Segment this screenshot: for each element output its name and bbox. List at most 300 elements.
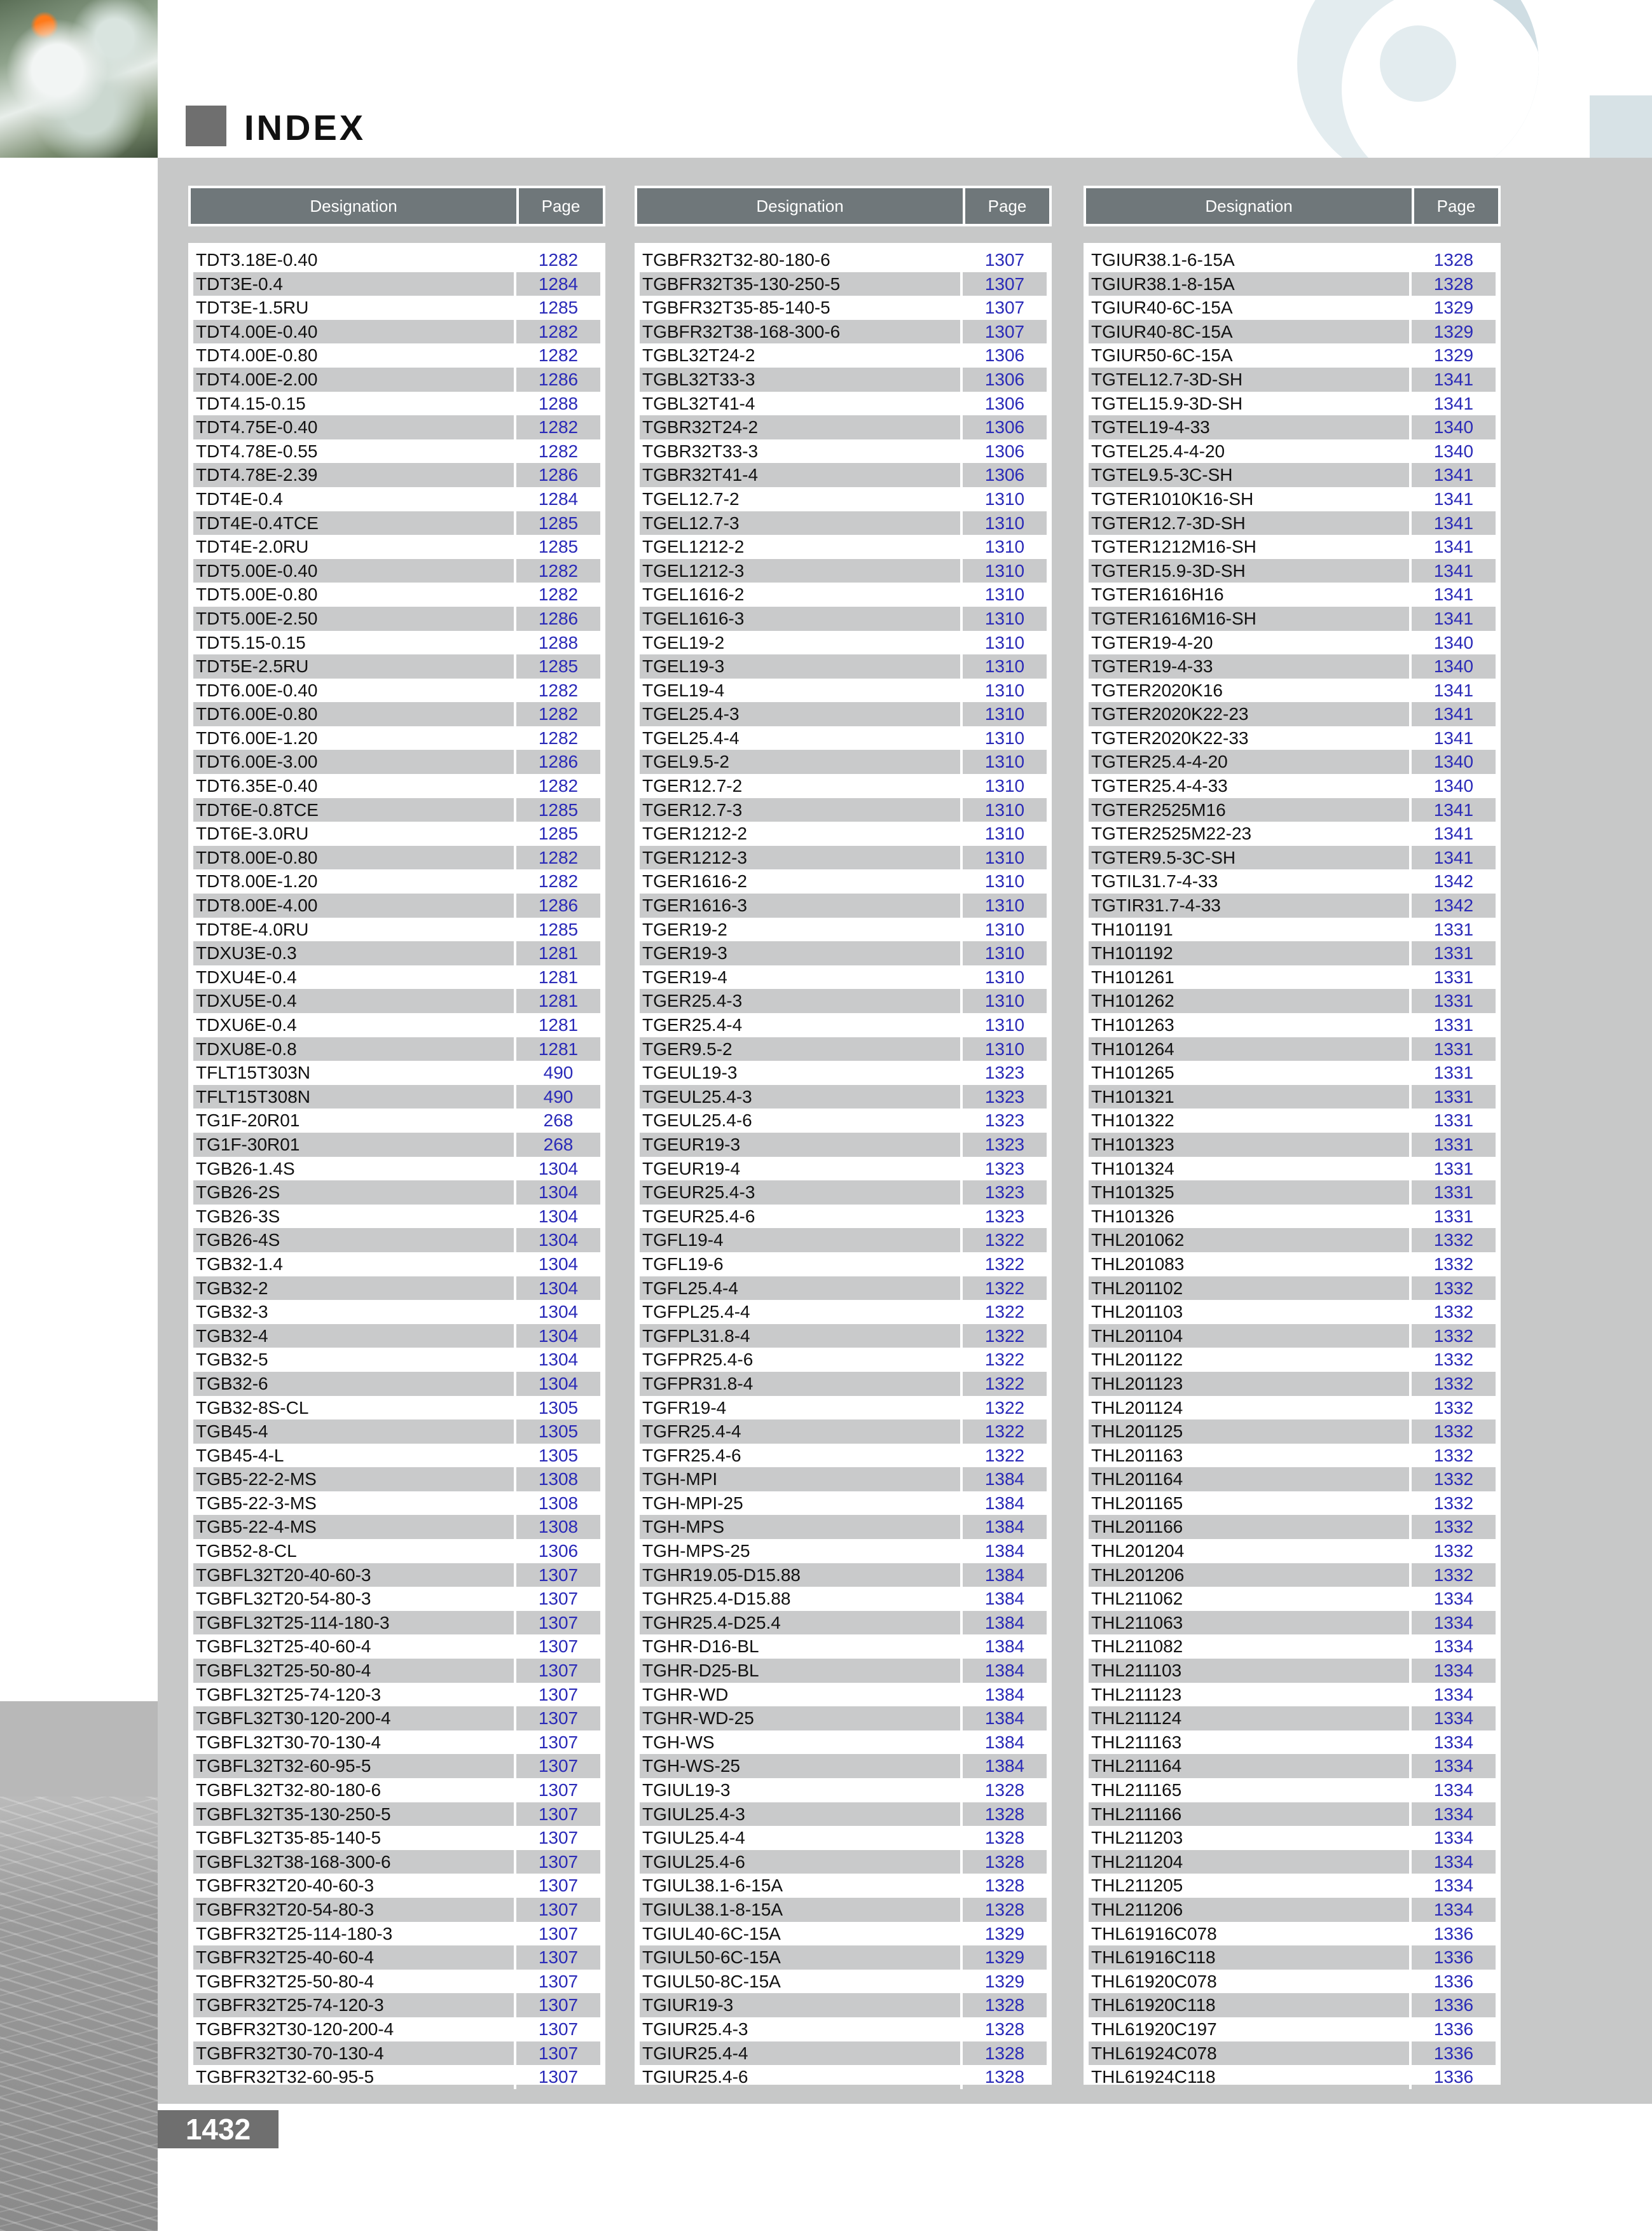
page-link[interactable]: 1282 (514, 439, 600, 464)
page-link[interactable]: 1331 (1409, 1037, 1496, 1061)
page-link[interactable]: 1288 (514, 392, 600, 416)
page-link[interactable]: 1336 (1409, 2065, 1496, 2089)
page-link[interactable]: 1331 (1409, 1085, 1496, 1109)
page-link[interactable]: 1334 (1409, 1874, 1496, 1898)
page-link[interactable]: 1341 (1409, 535, 1496, 559)
page-link[interactable]: 1307 (514, 1778, 600, 1802)
index-row (640, 1826, 1047, 1850)
page-link[interactable]: 1323 (960, 1085, 1047, 1109)
page-link[interactable]: 1340 (1409, 439, 1496, 464)
page-link[interactable]: 1341 (1409, 583, 1496, 607)
page-link[interactable]: 1384 (960, 1467, 1047, 1491)
page-link[interactable]: 1332 (1409, 1300, 1496, 1324)
page-link[interactable]: 1323 (960, 1133, 1047, 1157)
page-link[interactable]: 1322 (960, 1252, 1047, 1276)
index-row (640, 1348, 1047, 1372)
index-row (1089, 1683, 1496, 1707)
page-link[interactable]: 1285 (514, 918, 600, 942)
designation-cell: TGBFR32T25-40-60-4 (193, 1945, 514, 1970)
page-link[interactable]: 1307 (514, 1754, 600, 1778)
page-link[interactable]: 1322 (960, 1276, 1047, 1301)
page-link[interactable]: 1286 (514, 368, 600, 392)
page-link[interactable]: 1306 (514, 1539, 600, 1563)
page-link[interactable]: 1332 (1409, 1419, 1496, 1444)
page-link[interactable]: 1334 (1409, 1659, 1496, 1683)
page-link[interactable]: 1307 (514, 1850, 600, 1874)
page-link[interactable]: 1304 (514, 1276, 600, 1301)
page-link[interactable]: 1323 (960, 1205, 1047, 1229)
page-link[interactable]: 1282 (514, 343, 600, 368)
page-link[interactable]: 1288 (514, 631, 600, 655)
page-link[interactable]: 1310 (960, 989, 1047, 1013)
page-link[interactable]: 1341 (1409, 702, 1496, 726)
page-link[interactable]: 1285 (514, 822, 600, 846)
page-link[interactable]: 1334 (1409, 1850, 1496, 1874)
page-link[interactable]: 1332 (1409, 1252, 1496, 1276)
page-link[interactable]: 1334 (1409, 1730, 1496, 1755)
designation-cell: THL201062 (1089, 1228, 1409, 1252)
designation-cell: THL61916C078 (1091, 1923, 1217, 1944)
page-link[interactable]: 1286 (514, 463, 600, 487)
page-link[interactable]: 1304 (514, 1300, 600, 1324)
page-link[interactable]: 1304 (514, 1228, 600, 1252)
page-link[interactable]: 1328 (960, 1898, 1047, 1922)
page-link[interactable]: 1322 (960, 1348, 1047, 1372)
page-link[interactable]: 1328 (960, 1802, 1047, 1827)
page-link[interactable]: 1282 (514, 248, 600, 272)
page-link[interactable]: 1307 (514, 1945, 600, 1970)
page-link[interactable]: 1282 (514, 583, 600, 607)
page-link[interactable]: 1331 (1409, 941, 1496, 965)
page-link[interactable]: 1384 (960, 1491, 1047, 1516)
page-link[interactable]: 1341 (1409, 726, 1496, 750)
page-link[interactable]: 1332 (1409, 1396, 1496, 1420)
index-row (193, 320, 600, 344)
index-row (193, 1683, 600, 1707)
page-link[interactable]: 1307 (514, 1993, 600, 2017)
index-row (1089, 487, 1496, 511)
page-link[interactable]: 1310 (960, 487, 1047, 511)
page-link[interactable]: 1329 (960, 1970, 1047, 1994)
index-row (640, 1850, 1047, 1874)
designation-cell: THL201163 (1091, 1445, 1183, 1465)
page-link[interactable]: 1331 (1409, 1133, 1496, 1157)
designation-cell: TGIUL50-6C-15A (640, 1945, 960, 1970)
index-row (640, 846, 1047, 870)
page-link[interactable]: 1285 (514, 535, 600, 559)
page-link[interactable]: 1384 (960, 1515, 1047, 1539)
page-link[interactable]: 1322 (960, 1444, 1047, 1468)
page-link[interactable]: 1342 (1409, 869, 1496, 894)
page-link[interactable]: 1328 (960, 1778, 1047, 1802)
page-link[interactable]: 1310 (960, 1013, 1047, 1037)
page-link[interactable]: 1331 (1409, 1109, 1496, 1133)
page-link[interactable]: 1384 (960, 1634, 1047, 1659)
page-link[interactable]: 1384 (960, 1754, 1047, 1778)
page-link[interactable]: 1332 (1409, 1539, 1496, 1563)
page-link[interactable]: 1284 (514, 272, 600, 296)
index-row (640, 1515, 1047, 1539)
page-link[interactable]: 1307 (514, 2065, 600, 2089)
page-link[interactable]: 1340 (1409, 631, 1496, 655)
index-row (193, 750, 600, 774)
page-link[interactable]: 1323 (960, 1157, 1047, 1181)
page-link[interactable]: 1322 (960, 1324, 1047, 1348)
page-link[interactable]: 1282 (514, 559, 600, 583)
page-link[interactable]: 1331 (1409, 1157, 1496, 1181)
page-link[interactable]: 1307 (514, 1730, 600, 1755)
page-link[interactable]: 1285 (514, 654, 600, 679)
page-link[interactable]: 1341 (1409, 511, 1496, 535)
page-link[interactable]: 1328 (960, 2065, 1047, 2089)
page-link[interactable]: 1304 (514, 1372, 600, 1396)
page-link[interactable]: 1328 (1409, 248, 1496, 272)
page-link[interactable]: 1336 (1409, 1993, 1496, 2017)
page-link[interactable]: 1332 (1409, 1348, 1496, 1372)
page-link[interactable]: 1329 (960, 1922, 1047, 1946)
designation-cell: TGB32-5 (196, 1350, 268, 1370)
designation-cell: TGFL19-4 (640, 1228, 960, 1252)
page-link[interactable]: 1307 (514, 1802, 600, 1827)
page-link[interactable]: 1304 (514, 1324, 600, 1348)
page-link[interactable]: 1329 (1409, 343, 1496, 368)
page-link[interactable]: 1331 (1409, 918, 1496, 942)
page-link[interactable]: 1322 (960, 1396, 1047, 1420)
page-link[interactable]: 1341 (1409, 798, 1496, 822)
designation-cell: TDT6E-3.0RU (196, 824, 309, 844)
designation-cell: TDT5.15-0.15 (196, 632, 306, 653)
page-link[interactable]: 1384 (960, 1539, 1047, 1563)
page-link[interactable]: 1332 (1409, 1515, 1496, 1539)
page-link[interactable]: 1341 (1409, 822, 1496, 846)
page-link[interactable]: 1334 (1409, 1611, 1496, 1635)
page-link[interactable]: 1328 (960, 2041, 1047, 2066)
designation-cell: TH101325 (1089, 1180, 1409, 1205)
page-link[interactable]: 1336 (1409, 1970, 1496, 1994)
page-link[interactable]: 1341 (1409, 607, 1496, 631)
page-link[interactable]: 1310 (960, 798, 1047, 822)
page-link[interactable]: 1307 (960, 296, 1047, 320)
page-link[interactable]: 1336 (1409, 1945, 1496, 1970)
page-link[interactable]: 1310 (960, 511, 1047, 535)
page-link[interactable]: 1307 (514, 1587, 600, 1611)
designation-cell: THL201124 (1091, 1397, 1183, 1418)
designation-cell: TGEL19-3 (640, 654, 960, 679)
page-link[interactable]: 1329 (1409, 320, 1496, 344)
designation-cell: TDT4.00E-0.40 (193, 320, 514, 344)
page-link[interactable]: 1308 (514, 1491, 600, 1516)
page-link[interactable]: 1334 (1409, 1754, 1496, 1778)
designation-cell: TH101192 (1089, 941, 1409, 965)
page-link[interactable]: 1323 (960, 1061, 1047, 1085)
page-link[interactable]: 1341 (1409, 392, 1496, 416)
page-link[interactable]: 1307 (514, 1659, 600, 1683)
page-link[interactable]: 1384 (960, 1611, 1047, 1635)
page-link[interactable]: 1284 (514, 487, 600, 511)
page-link[interactable]: 1323 (960, 1109, 1047, 1133)
designation-cell: TGBFL32T25-50-80-4 (193, 1659, 514, 1683)
designation-cell: TGEL1212-3 (640, 559, 960, 583)
page-link[interactable]: 1334 (1409, 1802, 1496, 1827)
designation-cell: TH101191 (1091, 919, 1173, 939)
page-link[interactable]: 1307 (514, 1634, 600, 1659)
page-link[interactable]: 1334 (1409, 1898, 1496, 1922)
page-link[interactable]: 1328 (960, 1874, 1047, 1898)
page-link[interactable]: 1304 (514, 1205, 600, 1229)
index-row (1089, 439, 1496, 464)
page-link[interactable]: 1332 (1409, 1324, 1496, 1348)
page-link[interactable]: 1307 (960, 248, 1047, 272)
page-link[interactable]: 1310 (960, 846, 1047, 870)
page-link[interactable]: 1307 (514, 1874, 600, 1898)
page-link[interactable]: 1329 (960, 1945, 1047, 1970)
index-row (640, 2017, 1047, 2041)
page-link[interactable]: 1281 (514, 965, 600, 990)
index-row (193, 392, 600, 416)
page-link[interactable]: 1308 (514, 1515, 600, 1539)
index-row (193, 702, 600, 726)
page-link[interactable]: 1332 (1409, 1228, 1496, 1252)
page-link[interactable]: 1304 (514, 1157, 600, 1181)
index-row (193, 559, 600, 583)
page-link[interactable]: 1304 (514, 1252, 600, 1276)
page-link[interactable]: 1341 (1409, 846, 1496, 870)
designation-cell: TGHR-D16-BL (642, 1636, 759, 1657)
page-link[interactable]: 1331 (1409, 965, 1496, 990)
page-link[interactable]: 1307 (514, 1898, 600, 1922)
page-link[interactable]: 1334 (1409, 1683, 1496, 1707)
designation-cell: TDT4.00E-2.00 (193, 368, 514, 392)
wave-pattern-block (0, 1701, 158, 2231)
page-link[interactable]: 1308 (514, 1467, 600, 1491)
page-link[interactable]: 1332 (1409, 1563, 1496, 1587)
designation-cell: TGHR19.05-D15.88 (640, 1563, 960, 1587)
index-row (193, 1252, 600, 1276)
page-link[interactable]: 1341 (1409, 679, 1496, 703)
designation-cell: TGB32-8S-CL (196, 1397, 309, 1418)
page-link[interactable]: 1310 (960, 702, 1047, 726)
designation-cell: THL201104 (1089, 1324, 1409, 1348)
page-link[interactable]: 1310 (960, 726, 1047, 750)
page-link[interactable]: 1310 (960, 535, 1047, 559)
page-link[interactable]: 1334 (1409, 1778, 1496, 1802)
page-link[interactable]: 490 (514, 1061, 600, 1085)
page-link[interactable]: 1342 (1409, 894, 1496, 918)
page-link[interactable]: 1310 (960, 631, 1047, 655)
page-link[interactable]: 268 (514, 1109, 600, 1133)
designation-cell: THL61916C118 (1089, 1945, 1409, 1970)
designation-cell: THL61924C118 (1091, 2067, 1216, 2087)
page-link[interactable]: 1307 (514, 1970, 600, 1994)
index-row (193, 1372, 600, 1396)
page-link[interactable]: 1307 (514, 2017, 600, 2041)
designation-cell: TGFPL31.8-4 (640, 1324, 960, 1348)
page-link[interactable]: 1307 (960, 320, 1047, 344)
designation-cell: TGEUR19-3 (640, 1133, 960, 1157)
page-link[interactable]: 1306 (960, 368, 1047, 392)
page-link[interactable]: 1336 (1409, 2041, 1496, 2066)
page-link[interactable]: 1306 (960, 463, 1047, 487)
designation-cell: TGTER2020K16 (1091, 680, 1223, 700)
index-row (193, 487, 600, 511)
index-row (640, 1157, 1047, 1181)
page-link[interactable]: 1286 (514, 894, 600, 918)
page-link[interactable]: 1336 (1409, 1922, 1496, 1946)
page-link[interactable]: 1384 (960, 1683, 1047, 1707)
page-link[interactable]: 1282 (514, 415, 600, 439)
designation-cell: TFLT15T308N (193, 1085, 514, 1109)
page-link[interactable]: 1305 (514, 1396, 600, 1420)
page-link[interactable]: 490 (514, 1085, 600, 1109)
designation-cell: TGTER19-4-20 (1091, 632, 1213, 653)
page-link[interactable]: 1310 (960, 941, 1047, 965)
page-link[interactable]: 1307 (514, 1826, 600, 1850)
page-link[interactable]: 1340 (1409, 774, 1496, 798)
page-link[interactable]: 1306 (960, 343, 1047, 368)
index-row (193, 1778, 600, 1802)
designation-cell: TGH-MPI-25 (642, 1493, 743, 1513)
page-link[interactable]: 1305 (514, 1419, 600, 1444)
designation-cell: THL201166 (1089, 1515, 1409, 1539)
page-link[interactable]: 1322 (960, 1372, 1047, 1396)
index-row (1089, 2017, 1496, 2041)
designation-cell: TGER12.7-2 (642, 776, 743, 796)
page-link[interactable]: 1306 (960, 415, 1047, 439)
page-link[interactable]: 1286 (514, 750, 600, 774)
page-link[interactable]: 1340 (1409, 415, 1496, 439)
page-link[interactable]: 1334 (1409, 1587, 1496, 1611)
page-link[interactable]: 1306 (960, 392, 1047, 416)
page-link[interactable]: 1334 (1409, 1634, 1496, 1659)
page-link[interactable]: 1328 (960, 1850, 1047, 1874)
page-link[interactable]: 1307 (514, 1683, 600, 1707)
designation-cell: TGEUL25.4-3 (640, 1085, 960, 1109)
page-link[interactable]: 1282 (514, 320, 600, 344)
index-row (1089, 941, 1496, 965)
page-link[interactable]: 1340 (1409, 750, 1496, 774)
page-link[interactable]: 1286 (514, 607, 600, 631)
page-link[interactable]: 1305 (514, 1444, 600, 1468)
page-link[interactable]: 1281 (514, 989, 600, 1013)
page-link[interactable]: 1384 (960, 1587, 1047, 1611)
designation-cell: TGIUR25.4-6 (642, 2067, 748, 2087)
page-link[interactable]: 1304 (514, 1348, 600, 1372)
page-link[interactable]: 1307 (960, 272, 1047, 296)
page-link[interactable]: 1334 (1409, 1706, 1496, 1730)
designation-cell: TDT3.18E-0.40 (196, 250, 318, 270)
page-link[interactable]: 1307 (514, 1563, 600, 1587)
page-link[interactable]: 1285 (514, 798, 600, 822)
page-link[interactable]: 1282 (514, 846, 600, 870)
page-link[interactable]: 1282 (514, 774, 600, 798)
page-link[interactable]: 1310 (960, 559, 1047, 583)
index-row (1089, 1180, 1496, 1205)
page-link[interactable]: 1281 (514, 1037, 600, 1061)
page-link[interactable]: 1310 (960, 750, 1047, 774)
page-link[interactable]: 1336 (1409, 2017, 1496, 2041)
page-link[interactable]: 1328 (960, 2017, 1047, 2041)
index-row (640, 1324, 1047, 1348)
page-link[interactable]: 1332 (1409, 1491, 1496, 1516)
page-link[interactable]: 1322 (960, 1228, 1047, 1252)
designation-cell: THL211123 (1091, 1684, 1182, 1704)
page-link[interactable]: 1281 (514, 941, 600, 965)
page-link[interactable]: 1282 (514, 726, 600, 750)
page-link[interactable]: 1310 (960, 583, 1047, 607)
designation-cell: TH101262 (1089, 989, 1409, 1013)
page-link[interactable]: 1328 (960, 1826, 1047, 1850)
page-link[interactable]: 1384 (960, 1706, 1047, 1730)
page-link[interactable]: 1384 (960, 1730, 1047, 1755)
page-link[interactable]: 1285 (514, 511, 600, 535)
page-link[interactable]: 1310 (960, 1037, 1047, 1061)
page-link[interactable]: 1329 (1409, 296, 1496, 320)
designation-cell: TDT6.00E-1.20 (196, 728, 318, 748)
page-link[interactable]: 1328 (960, 1993, 1047, 2017)
page-link[interactable]: 1323 (960, 1180, 1047, 1205)
page-link[interactable]: 1310 (960, 918, 1047, 942)
page-link[interactable]: 1341 (1409, 487, 1496, 511)
page-link[interactable]: 1310 (960, 965, 1047, 990)
page-link[interactable]: 1331 (1409, 1013, 1496, 1037)
page-link[interactable]: 1310 (960, 607, 1047, 631)
designation-cell: TH101261 (1091, 967, 1174, 987)
page-link[interactable]: 1332 (1409, 1372, 1496, 1396)
page-link[interactable]: 1310 (960, 654, 1047, 679)
page-link[interactable]: 1341 (1409, 559, 1496, 583)
page-link[interactable]: 1307 (514, 1706, 600, 1730)
page-link[interactable]: 1334 (1409, 1826, 1496, 1850)
index-row (1089, 392, 1496, 416)
page-link[interactable]: 1331 (1409, 1205, 1496, 1229)
page-link[interactable]: 1322 (960, 1419, 1047, 1444)
page-link[interactable]: 1331 (1409, 1180, 1496, 1205)
index-row (640, 1945, 1047, 1970)
page-link[interactable]: 1332 (1409, 1467, 1496, 1491)
page-link[interactable]: 1306 (960, 439, 1047, 464)
page-link[interactable]: 1341 (1409, 463, 1496, 487)
page-link[interactable]: 1282 (514, 679, 600, 703)
page-link[interactable]: 268 (514, 1133, 600, 1157)
page-link[interactable]: 1340 (1409, 654, 1496, 679)
page-link[interactable]: 1310 (960, 894, 1047, 918)
page-link[interactable]: 1282 (514, 869, 600, 894)
page-link[interactable]: 1341 (1409, 368, 1496, 392)
page-link[interactable]: 1310 (960, 822, 1047, 846)
page-link[interactable]: 1304 (514, 1180, 600, 1205)
page-link[interactable]: 1331 (1409, 1061, 1496, 1085)
index-row (640, 392, 1047, 416)
page-link[interactable]: 1307 (514, 1611, 600, 1635)
page-link[interactable]: 1307 (514, 1922, 600, 1946)
page-link[interactable]: 1310 (960, 679, 1047, 703)
page-link[interactable]: 1384 (960, 1563, 1047, 1587)
page-link[interactable]: 1331 (1409, 989, 1496, 1013)
page-link[interactable]: 1310 (960, 774, 1047, 798)
page-link[interactable]: 1285 (514, 296, 600, 320)
page-link[interactable]: 1328 (1409, 272, 1496, 296)
page-link[interactable]: 1332 (1409, 1444, 1496, 1468)
page-link[interactable]: 1310 (960, 869, 1047, 894)
page-link[interactable]: 1281 (514, 1013, 600, 1037)
page-link[interactable]: 1332 (1409, 1276, 1496, 1301)
page-link[interactable]: 1282 (514, 702, 600, 726)
designation-cell: TDT6E-0.8TCE (193, 798, 514, 822)
page-link[interactable]: 1307 (514, 2041, 600, 2066)
page-link[interactable]: 1322 (960, 1300, 1047, 1324)
designation-cell: THL211164 (1089, 1754, 1409, 1778)
page-link[interactable]: 1384 (960, 1659, 1047, 1683)
